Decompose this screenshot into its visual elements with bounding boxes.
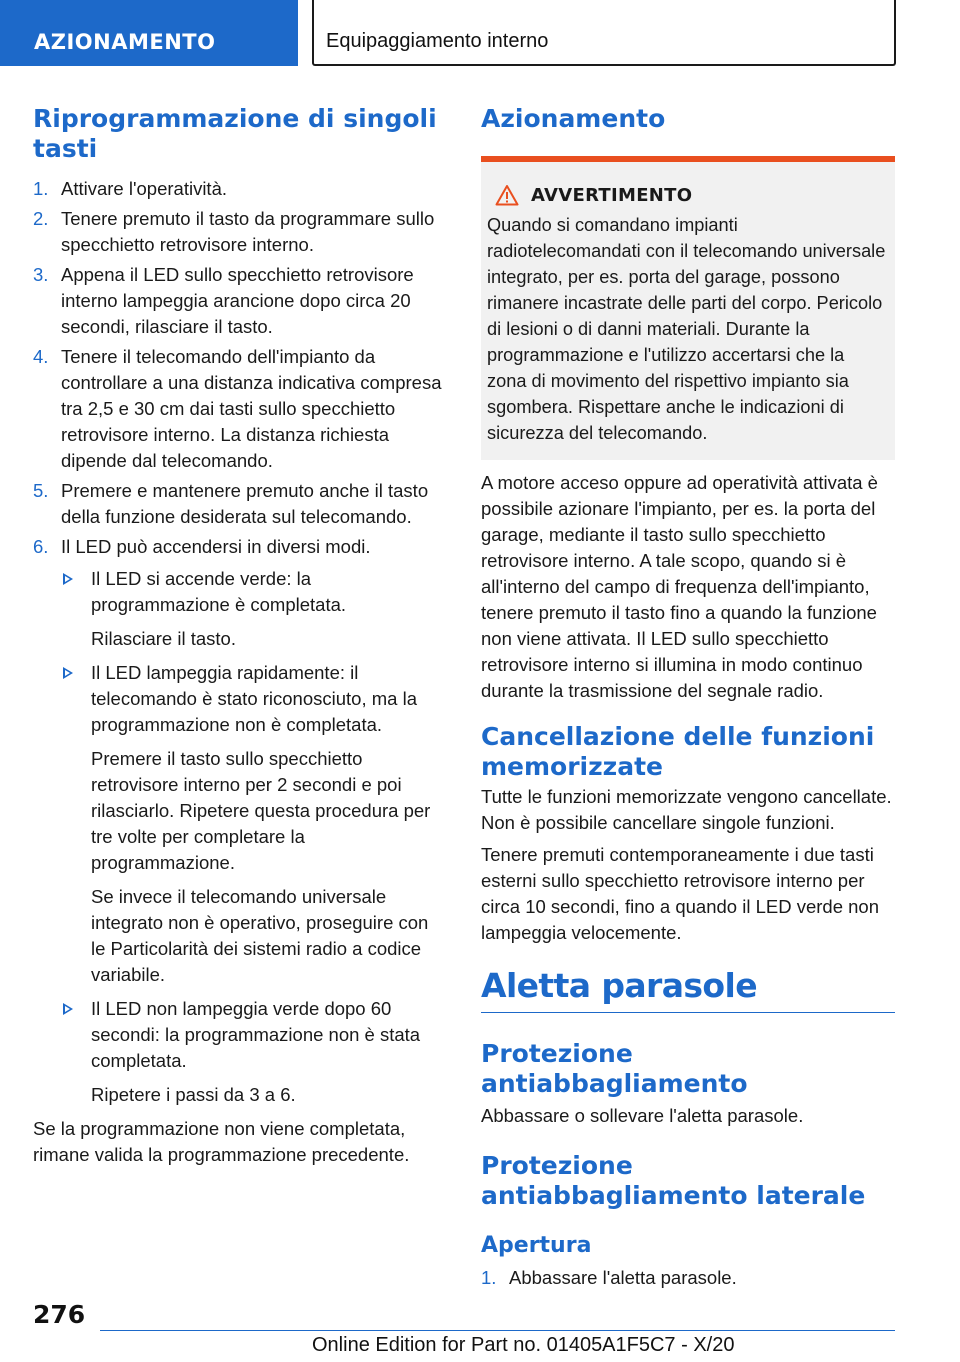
- warning-triangle-icon: [495, 184, 519, 206]
- section-label: AZIONAMENTO: [34, 30, 216, 54]
- list-item: 5. Premere e mantenere premuto anche il tasto della funzione desiderata sul telecomando.: [33, 480, 429, 527]
- delete-paragraph-2: Tenere premuti contemporaneamente i due tasti esterni sullo specchietto retrovisore interno per circa 10 secondi, fino a quando il LED verde non lampeggia velocemente.: [481, 844, 880, 943]
- glare-heading: Protezione antiabbagliamento: [481, 1039, 748, 1098]
- list-item: Il LED si accende verde: la programmazione è completata. Rilasciare il tasto.: [61, 566, 447, 652]
- opening-steps: [481, 1265, 895, 1291]
- page-header: [0, 0, 960, 66]
- opening-heading: Apertura: [481, 1233, 592, 1258]
- triangle-bullet-icon: [63, 667, 73, 679]
- list-item: 1. Abbassare l'aletta parasole.: [481, 1267, 737, 1288]
- delete-paragraph-1: Tutte le funzioni memorizzate vengono cancellate. Non è possibile cancellare singole funzioni.: [481, 786, 892, 833]
- delete-heading: Cancellazione delle funzioni memorizzate: [481, 722, 875, 781]
- side-glare-heading: Protezione antiabbagliamento laterale: [481, 1151, 866, 1210]
- list-item: Il LED lampeggia rapidamente: il telecomando è stato riconosciuto, ma la programmazione non è completata. Premere il tasto sullo specchietto retrovisore interno per 2 secondi e poi rilasciarlo. Ripetere questa procedura per tre volte per completare la programmazione. Se invece il telecomando universale integrato non è operativo, proseguire con le Particolarità dei sistemi radio a codice variabile.: [61, 660, 447, 988]
- list-item: 6. Il LED può accendersi in diversi modi. Il LED si accende verde: la programmazione è completata. Rilasciare il tasto. Il LED lampeggia rapidamente: il telecomando è stato riconosciuto, ma la programmazione non è completata. Premere il tasto sullo specchietto retrovisore interno per 2 secondi e poi rilasciarlo. Ripetere questa procedura per tre volte per completare la programmazione. Se invece il telecomando universale integrato non è operativo, proseguire con le Particolarità dei sistemi radio a codice variabile. Il LED non lampeggia verde dopo 60 secondi: la programmazione non è stata completata. Ripetere i passi da 3 a 6.: [33, 534, 447, 1108]
- chapter-tab: [312, 0, 896, 66]
- reprogram-steps: [33, 176, 447, 1108]
- left-column: [33, 100, 447, 1168]
- reprogram-heading: Riprogrammazione di singoli tasti: [33, 104, 437, 163]
- operation-heading: Azionamento: [481, 104, 666, 133]
- warning-box: [481, 156, 895, 460]
- edition-footer: Online Edition for Part no. 01405A1F5C7 - X/20: [312, 1334, 735, 1356]
- list-item: 1. Attivare l'operatività.: [33, 178, 227, 199]
- warning-text: Quando si comandano impianti radiotelecomandati con il telecomando universale integrato, per es. porta del garage, possono rimanere incastrate delle parti del corpo. Pericolo di lesioni o di danni materiali. Durante la programmazione e l'utilizzo accertarsi che la zona di movimento del rispettivo impianto sia sgombera. Rispettare anche le indicazioni di sicurezza del telecomando.: [487, 215, 886, 443]
- page-number: 276: [33, 1300, 86, 1329]
- operation-paragraph: A motore acceso oppure ad operatività attivata è possibile azionare l'impianto, per es. la porta del garage, mediante il tasto sullo specchietto retrovisore interno. A tale scopo, quando si è all'interno del campo di frequenza dell'impianto, tenere premuto il tasto fino a quando la funzione non viene attivata. Il LED sullo specchietto retrovisore interno si illumina in modo continuo durante la trasmissione del segnale radio.: [481, 472, 878, 701]
- list-item: 3. Appena il LED sullo specchietto retrovisore interno lampeggia arancione dopo circa 20 secondi, rilasciare il tasto.: [33, 264, 414, 337]
- footer-rule: [100, 1330, 895, 1331]
- visor-heading: Aletta parasole: [481, 966, 757, 1005]
- right-column: [481, 100, 895, 1295]
- triangle-bullet-icon: [63, 1003, 73, 1015]
- led-states-list: [61, 566, 447, 1108]
- list-item: 2. Tenere premuto il tasto da programmare sullo specchietto retrovisore interno.: [33, 208, 435, 255]
- warning-title: AVVERTIMENTO: [531, 184, 693, 206]
- glare-paragraph: Abbassare o sollevare l'aletta parasole.: [481, 1105, 804, 1126]
- list-item: Il LED non lampeggia verde dopo 60 secondi: la programmazione non è stata completata. Ripetere i passi da 3 a 6.: [61, 996, 447, 1108]
- closing-paragraph: Se la programmazione non viene completata, rimane valida la programmazione precedente.: [33, 1118, 410, 1165]
- triangle-bullet-icon: [63, 573, 73, 585]
- chapter-label: Equipaggiamento interno: [326, 30, 549, 52]
- list-item: 4. Tenere il telecomando dell'impianto da controllare a una distanza indicativa compresa tra 2,5 e 30 cm dai tasti sullo specchietto retrovisore interno. La distanza richiesta dipende dal telecomando.: [33, 346, 442, 471]
- section-tab: [0, 0, 298, 66]
